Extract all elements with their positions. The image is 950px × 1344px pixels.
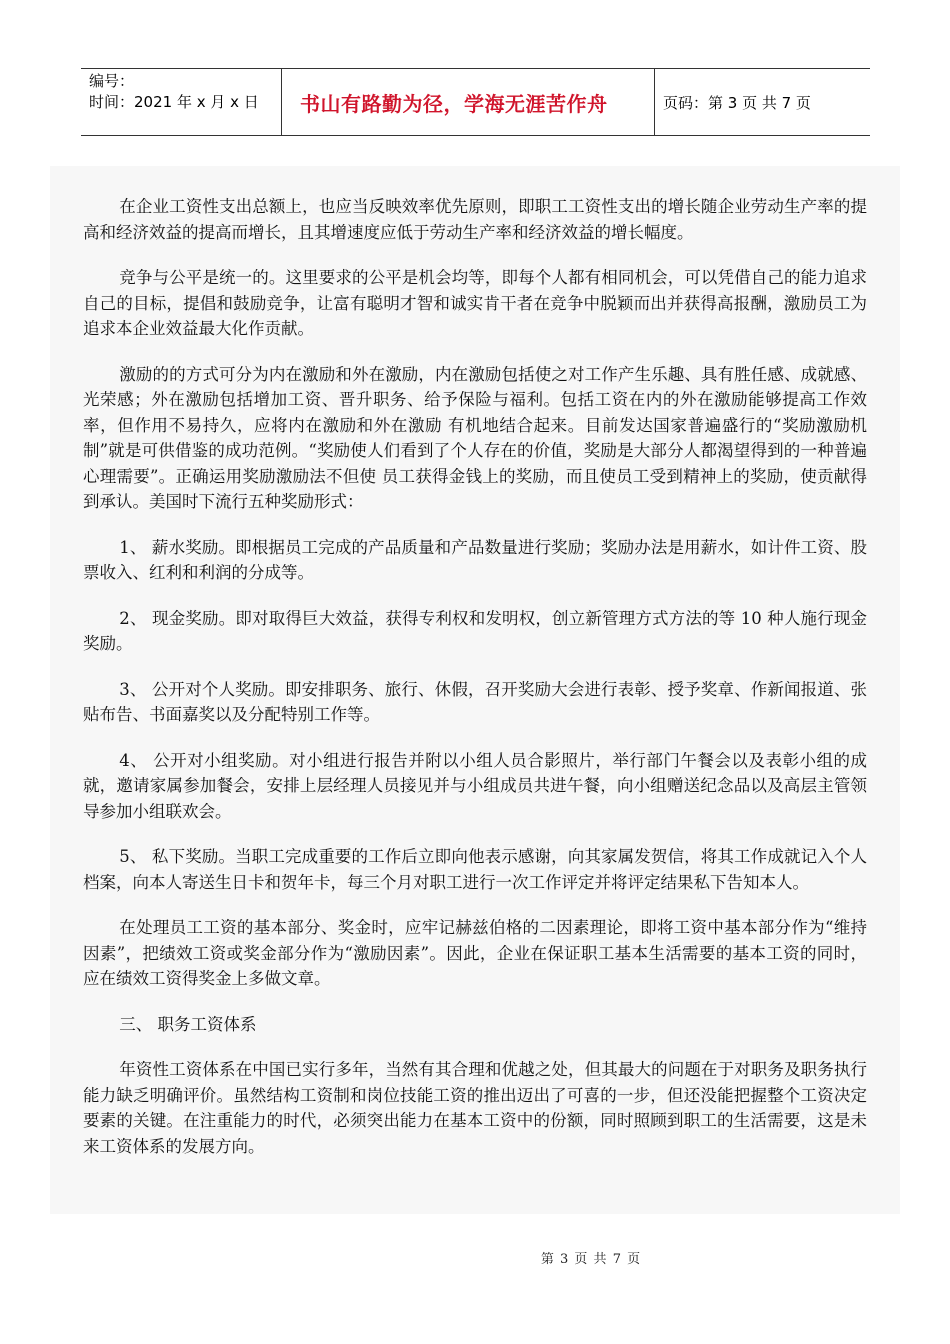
paragraph-two-factor-theory: 在处理员工工资的基本部分、奖金时，应牢记赫兹伯格的二因素理论，即将工资中基本部分作为“维持因素”，把绩效工资或奖金部分作为“激励因素”。因此，企业在保证职工基本生活需要的基本工资的同时，应在绩效工资得奖金上多做文章。 bbox=[83, 918, 867, 988]
page-header bbox=[81, 68, 870, 136]
list-item-salary-reward: 1、 薪水奖励。即根据员工完成的产品质量和产品数量进行奖励；奖励办法是用薪水，如计件工资、股票收入、红利和利润的分成等。 bbox=[83, 537, 867, 582]
header-motto: 书山有路勤为径，学海无涯苦作舟 bbox=[282, 69, 655, 135]
header-page-code: 页码：第 3 页 共 7 页 bbox=[663, 93, 811, 112]
list-item-public-group-reward: 4、 公开对小组奖励。对小组进行报告并附以小组人员合影照片，举行部门午餐会以及表彰小组的成就，邀请家属参加餐会，安排上层经理人员接见并与小组成员共进午餐，向小组赠送纪念品以及高层主管领导参加小组联欢会。 bbox=[83, 750, 867, 821]
paragraph-seniority-system: 年资性工资体系在中国已实行多年，当然有其合理和优越之处，但其最大的问题在于对职务及职务执行能力缺乏明确评价。虽然结构工资制和岗位技能工资的推出迈出了可喜的一步，但还没能把握整个工资决定要素的关键。在注重能力的时代，必须突出能力在基本工资中的份额，同时照顾到职工的生活需要，这是未来工资体系的发展方向。 bbox=[83, 1060, 867, 1156]
header-meta bbox=[81, 69, 282, 135]
list-item-cash-reward: 2、 现金奖励。即对取得巨大效益，获得专利权和发明权，创立新管理方式方法的等 10 种人施行现金奖励。 bbox=[83, 608, 867, 653]
paragraph-efficiency: 在企业工资性支出总额上，也应当反映效率优先原则，即职工工资性支出的增长随企业劳动生产率的提高和经济效益的提高而增长，且其增速度应低于劳动生产率和经济效益的增长幅度。 bbox=[83, 197, 867, 242]
page-footer: 第 3 页 共 7 页 bbox=[540, 1252, 642, 1267]
list-item-private-reward: 5、 私下奖励。当职工完成重要的工作后立即向他表示感谢，向其家属发贺信，将其工作成就记入个人档案，向本人寄送生日卡和贺年卡，每三个月对职工进行一次工作评定并将评定结果私下告知本人。 bbox=[83, 847, 867, 892]
paragraph-incentive-methods: 激励的的方式可分为内在激励和外在激励，内在激励包括使之对工作产生乐趣、具有胜任感、成就感、光荣感；外在激励包括增加工资、晋升职务、给予保险与福利。包括工资在内的外在激励能够提高工作效率，但作用不易持久，应将内在激励和外在激励 有机地结合起来。目前发达国家普遍盛行的“奖励激励机制”就是可供借鉴的成功范例。“奖励使人们看到了个人存在的价值，奖励是大部分人都渴望得到的一种普遍心理需要”。正确运用奖励激励法不但使 员工获得金钱上的奖励，而且使员工受到精神上的奖励，使贡献得到承认。美国时下流行五种奖励形式： bbox=[83, 364, 867, 511]
document-time-label: 时间：2021 年 x 月 x 日 bbox=[89, 93, 259, 111]
list-item-public-individual-reward: 3、 公开对个人奖励。即安排职务、旅行、休假，召开奖励大会进行表彰、授予奖章、作新闻报道、张贴布告、书面嘉奖以及分配特别工作等。 bbox=[83, 679, 867, 724]
document-number-label: 编号： bbox=[89, 72, 135, 90]
paragraph-fairness: 竞争与公平是统一的。这里要求的公平是机会均等，即每个人都有相同机会，可以凭借自己的能力追求自己的目标，提倡和鼓励竞争，让富有聪明才智和诚实肯干者在竞争中脱颖而出并获得高报酬，激励员工为追求本企业效益最大化作贡献。 bbox=[83, 268, 867, 338]
document-body bbox=[50, 166, 900, 1214]
section-heading-position-salary: 三、 职务工资体系 bbox=[119, 1014, 257, 1034]
